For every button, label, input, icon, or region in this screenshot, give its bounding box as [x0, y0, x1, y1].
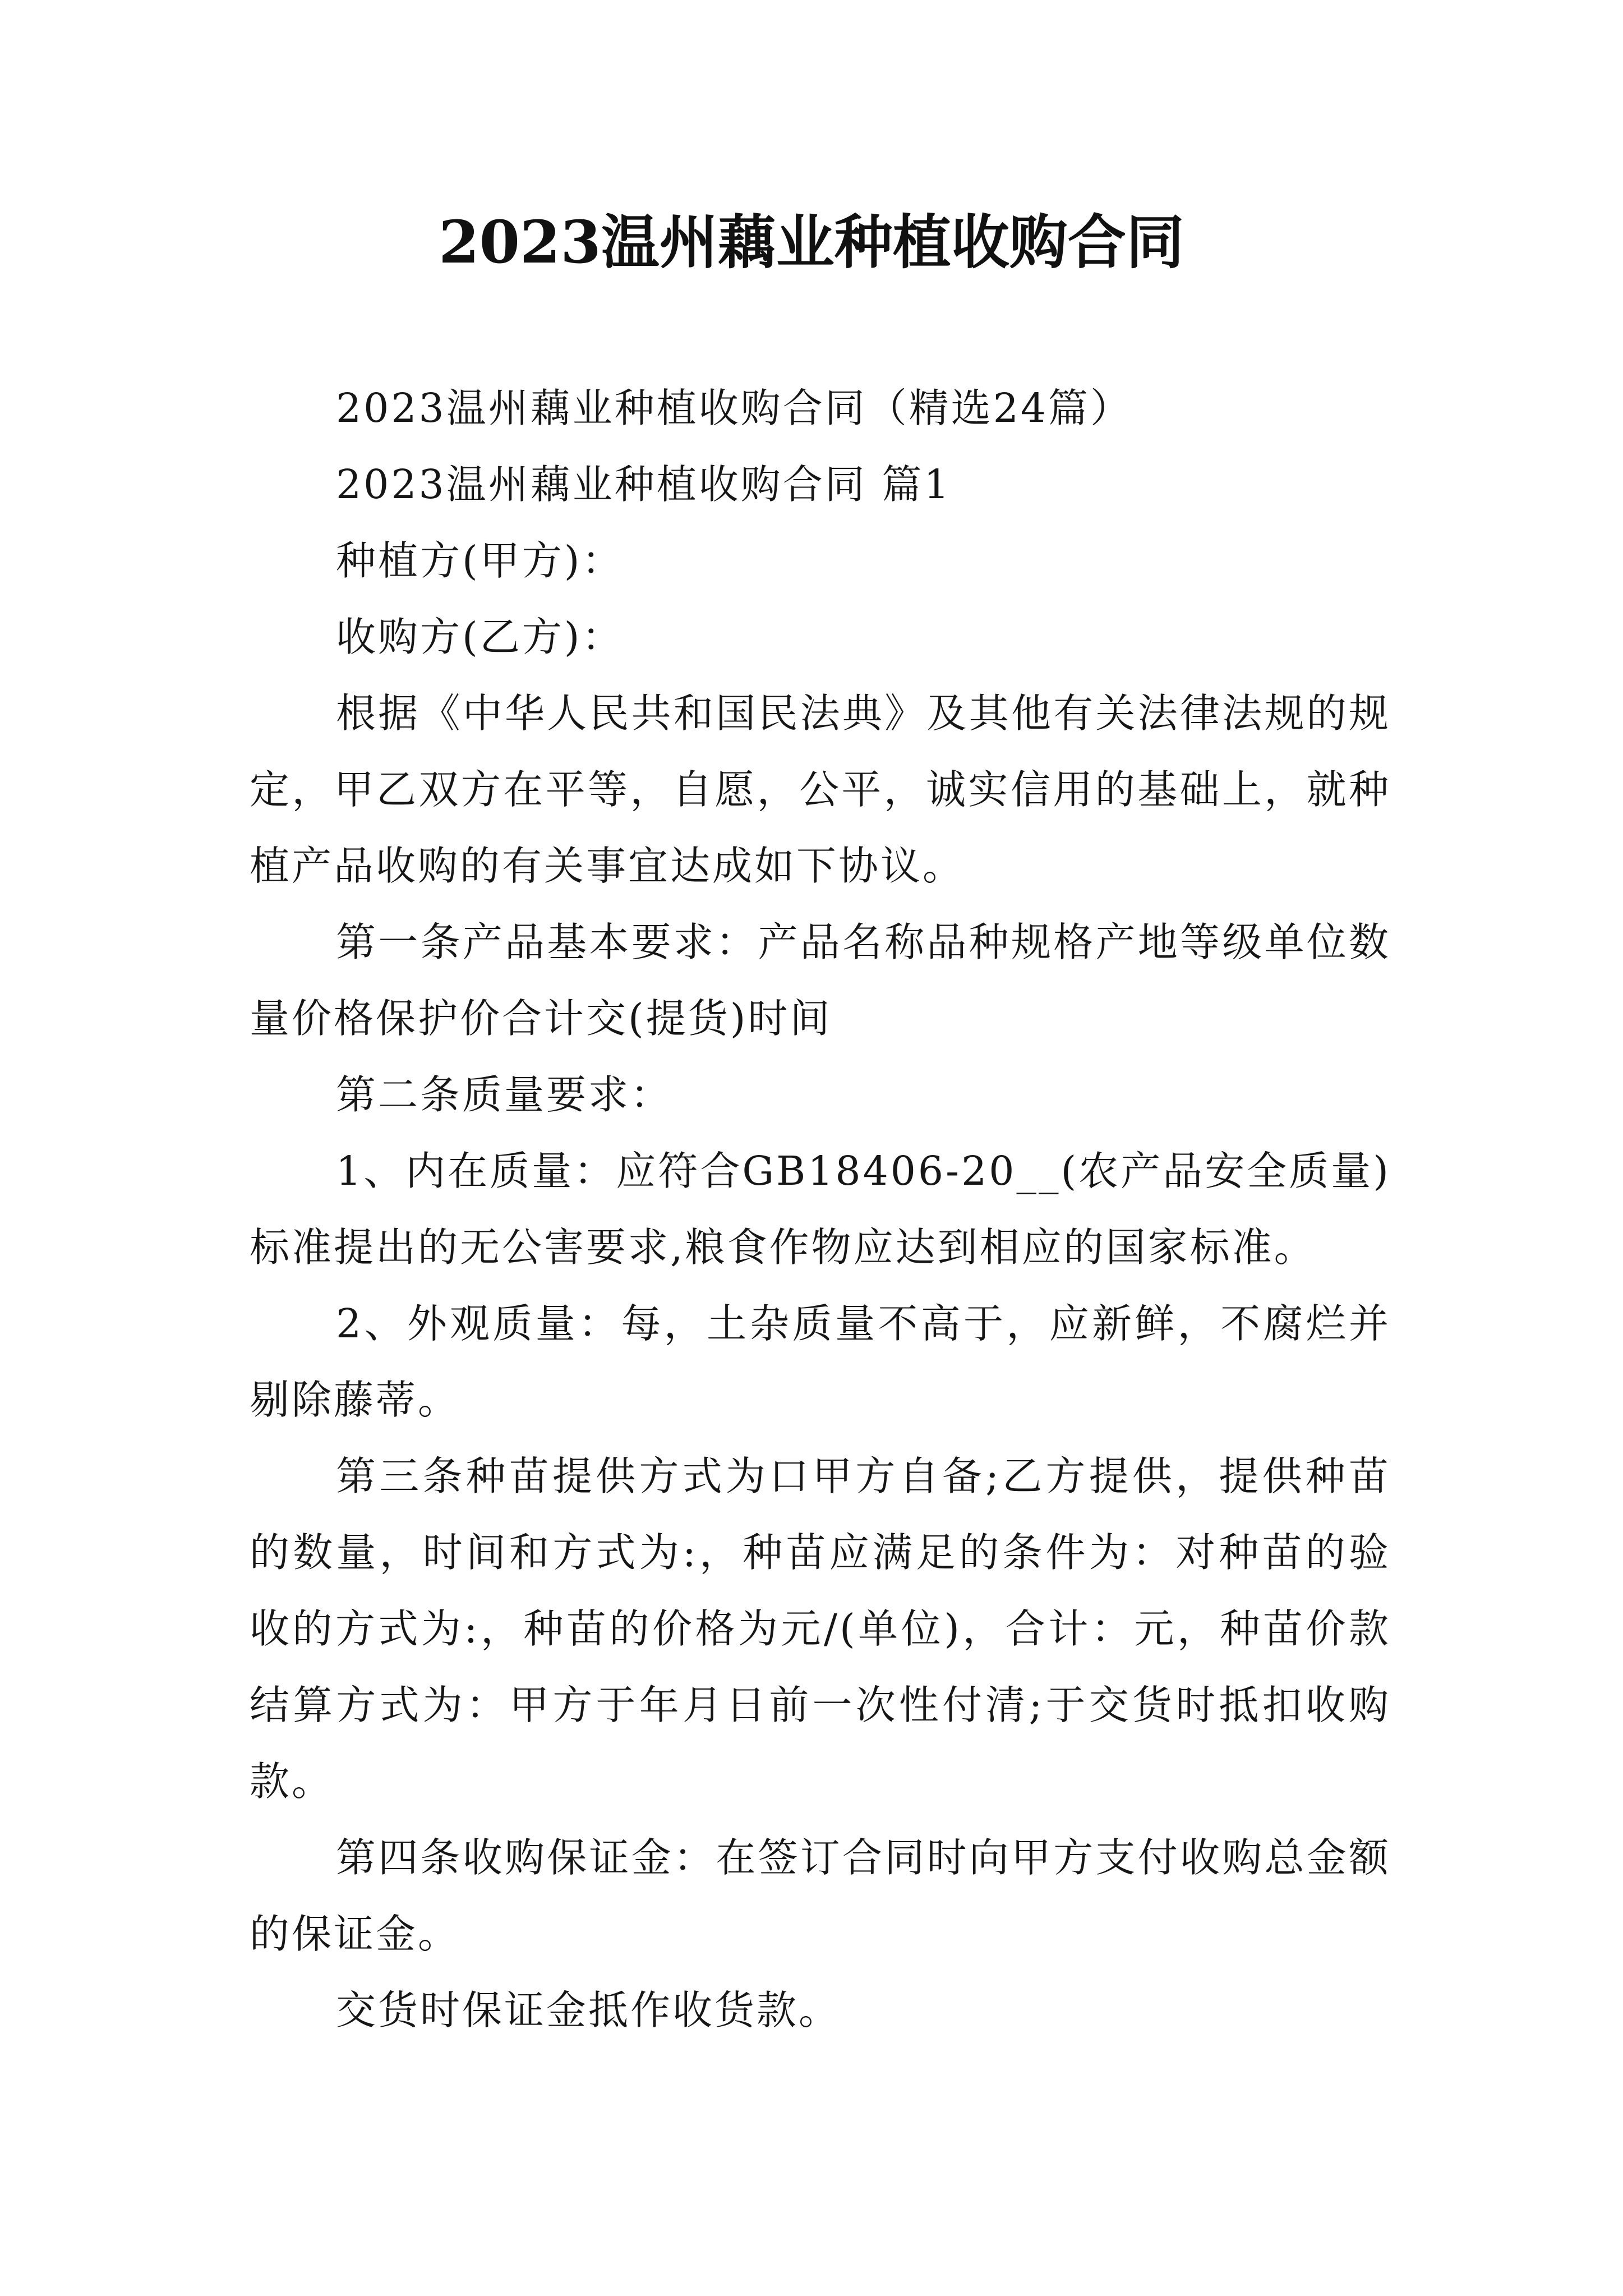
paragraph-article-1: 第一条产品基本要求：产品名称品种规格产地等级单位数量价格保护价合计交(提货)时间: [250, 919, 1391, 1042]
paragraph-preamble: 根据《中华人民共和国民法典》及其他有关法律法规的规定，甲乙双方在平等，自愿，公平，诚实信用的基础上，就种植产品收购的有关事宜达成如下协议。: [250, 690, 1391, 889]
paragraph-party-b: 收购方(乙方)：: [336, 614, 624, 660]
paragraph-article-2-item-2: 2、外观质量：每，土杂质量不高于，应新鲜，不腐烂并剔除藤蒂。: [250, 1300, 1391, 1423]
document-title: 2023温州藕业种植收购合同: [439, 208, 1184, 277]
paragraph-article-2-item-1: 1、内在质量：应符合GB18406-20__(农产品安全质量)标准提出的无公害要求,粮食作物应达到相应的国家标准。: [250, 1148, 1391, 1271]
paragraph-subtitle: 2023温州藕业种植收购合同（精选24篇）: [336, 385, 1133, 431]
paragraph-party-a: 种植方(甲方)：: [336, 537, 624, 584]
paragraph-article-4: 第四条收购保证金：在签订合同时向甲方支付收购总金额的保证金。: [250, 1834, 1391, 1957]
paragraph-article-2: 第二条质量要求：: [336, 1071, 673, 1118]
paragraph-section-heading: 2023温州藕业种植收购合同 篇1: [336, 461, 952, 508]
paragraph-deposit-note: 交货时保证金抵作收货款。: [336, 1987, 841, 2033]
paragraph-article-3: 第三条种苗提供方式为口甲方自备;乙方提供，提供种苗的数量，时间和方式为:，种苗应满足的条件为：对种苗的验收的方式为:，种苗的价格为元/(单位)，合计：元，种苗价款结算方式为：甲方于年月日前一次性付清;于交货时抵扣收购款。: [250, 1453, 1391, 1805]
document-body: [250, 370, 1391, 2049]
